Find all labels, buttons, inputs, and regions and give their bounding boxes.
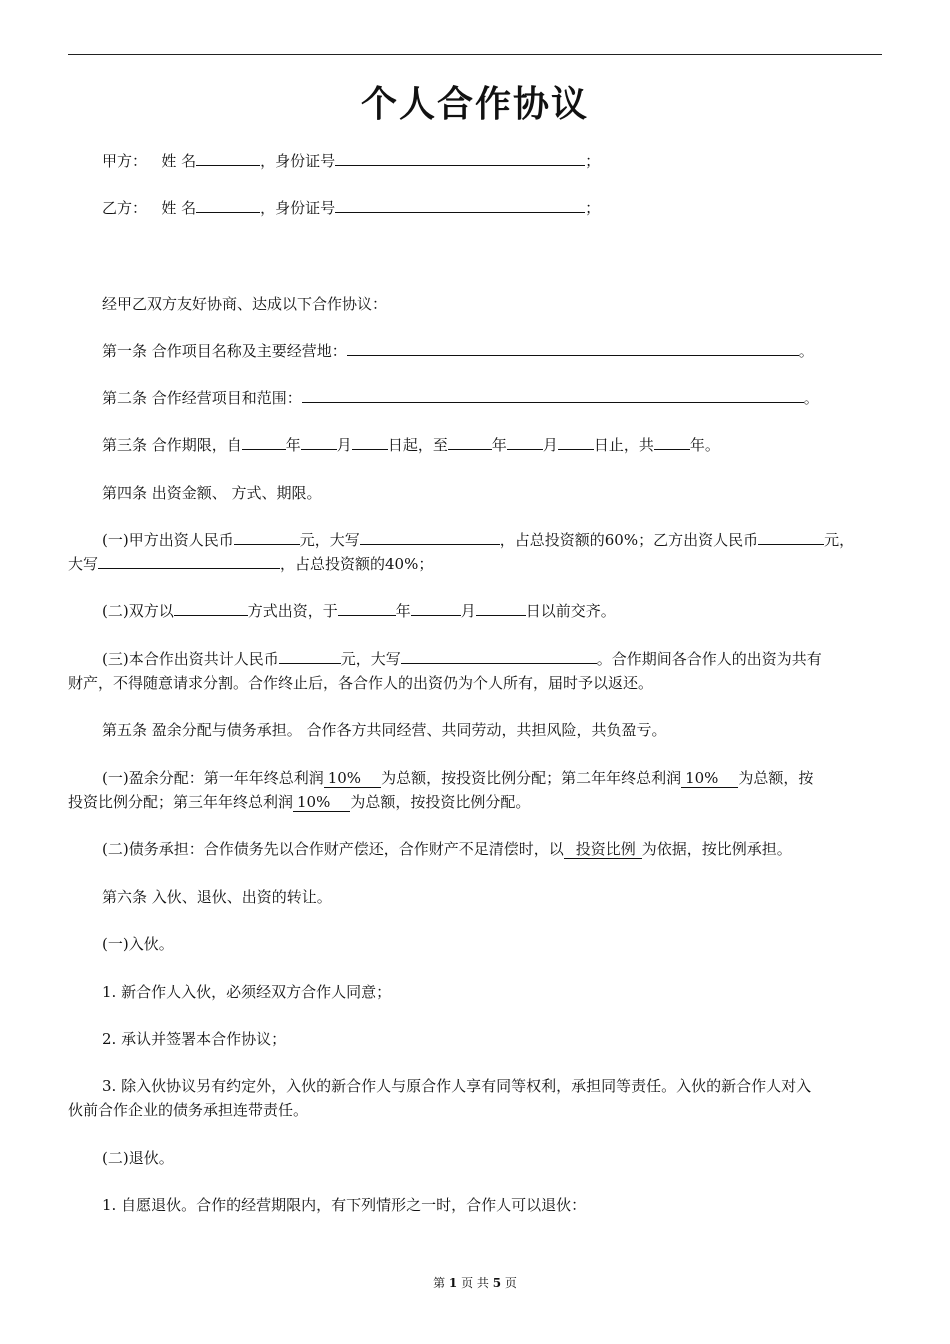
total-years-blank[interactable] (654, 433, 690, 450)
article-4-3-line2: 财产，不得随意请求分割。合作终止后，各合作人的出资仍为个人所有，届时予以返还。 (68, 674, 654, 692)
document-title: 个人合作协议 (360, 84, 589, 125)
article-4-2: (二)双方以 方式出资，于 年 月 日以前交齐。 (102, 599, 616, 623)
article-4: 第四条 出资金额、 方式、期限。 (102, 484, 322, 502)
due-year-blank[interactable] (338, 599, 396, 616)
end-day-blank[interactable] (558, 433, 594, 450)
profit-rate-year1: 10% (324, 769, 381, 788)
list-item: 1. 自愿退伙。合作的经营期限内，有下列情形之一时，合作人可以退伙： (102, 1196, 587, 1214)
party-a-line: 甲方： 姓 名 ，身份证号 ； (102, 149, 600, 173)
article-3: 第三条 合作期限，自 年 月 日起，至 年 月 日止，共 年。 (102, 433, 720, 457)
list-item-continuation: 伙前合作企业的债务承担连带责任。 (68, 1101, 309, 1119)
profit-rate-year2: 10% (681, 769, 738, 788)
article-4-3-line1: (三)本合作出资共计人民币 元，大写 。合作期间各合作人的出资为共有 (102, 647, 822, 671)
party-b-line: 乙方： 姓 名 ，身份证号 ； (102, 196, 600, 220)
total-pages-number: 5 (492, 1276, 502, 1290)
article-6-1: (一)入伙。 (102, 935, 174, 953)
end-month-blank[interactable] (507, 433, 543, 450)
intro-text: 经甲乙双方友好协商、达成以下合作协议： (102, 295, 388, 313)
article-5: 第五条 盈余分配与债务承担。 合作各方共同经营、共同劳动，共担风险，共负盈亏。 (102, 721, 667, 739)
total-amount-words-blank[interactable] (401, 647, 597, 664)
project-name-blank[interactable] (347, 339, 799, 356)
article-6-2: (二)退伙。 (102, 1149, 174, 1167)
contribution-method-blank[interactable] (174, 599, 248, 616)
profit-rate-year3: 10% (293, 793, 350, 812)
header-rule (68, 54, 882, 55)
party-b-amount-words-blank[interactable] (98, 552, 280, 569)
total-amount-blank[interactable] (279, 647, 341, 664)
party-a-id-blank[interactable] (335, 149, 585, 166)
article-4-1-line2: 大写 ，占总投资额的40%； (68, 552, 433, 576)
party-a-amount-blank[interactable] (234, 528, 300, 545)
article-4-1-line1: (一)甲方出资人民币 元，大写 ，占总投资额的60%；乙方出资人民币 元， (102, 528, 854, 552)
party-a-name-blank[interactable] (196, 149, 260, 166)
list-item: 3. 除入伙协议另有约定外，入伙的新合作人与原合作人享有同等权利，承担同等责任。入伙的新合作人对入 (102, 1077, 812, 1095)
page-footer: 第 1 页 共 5 页 (433, 1276, 517, 1290)
party-b-amount-blank[interactable] (758, 528, 824, 545)
article-5-1-line1: (一)盈余分配：第一年年终总利润 10% 为总额，按投资比例分配；第二年年终总利润 10% 为总额，按 (102, 769, 814, 787)
party-b-id-blank[interactable] (335, 196, 585, 213)
party-b-name-blank[interactable] (196, 196, 260, 213)
start-month-blank[interactable] (301, 433, 337, 450)
list-item: 2. 承认并签署本合作协议； (102, 1030, 287, 1048)
due-month-blank[interactable] (411, 599, 461, 616)
list-item: 1. 新合作人入伙，必须经双方合作人同意； (102, 983, 392, 1001)
article-1: 第一条 合作项目名称及主要经营地： 。 (102, 339, 814, 363)
start-day-blank[interactable] (352, 433, 388, 450)
end-year-blank[interactable] (448, 433, 492, 450)
due-day-blank[interactable] (476, 599, 526, 616)
article-6: 第六条 入伙、退伙、出资的转让。 (102, 888, 332, 906)
article-5-1-line2: 投资比例分配；第三年年终总利润 10% 为总额，按投资比例分配。 (68, 793, 531, 811)
start-year-blank[interactable] (242, 433, 286, 450)
party-a-amount-words-blank[interactable] (360, 528, 500, 545)
liability-basis: 投资比例 (564, 840, 642, 859)
current-page-number: 1 (448, 1276, 458, 1290)
article-2: 第二条 合作经营项目和范围： 。 (102, 386, 819, 410)
scope-blank[interactable] (302, 386, 804, 403)
article-5-2: (二)债务承担：合作债务先以合作财产偿还，合作财产不足清偿时，以 投资比例 为依据，按比例承担。 (102, 840, 792, 858)
